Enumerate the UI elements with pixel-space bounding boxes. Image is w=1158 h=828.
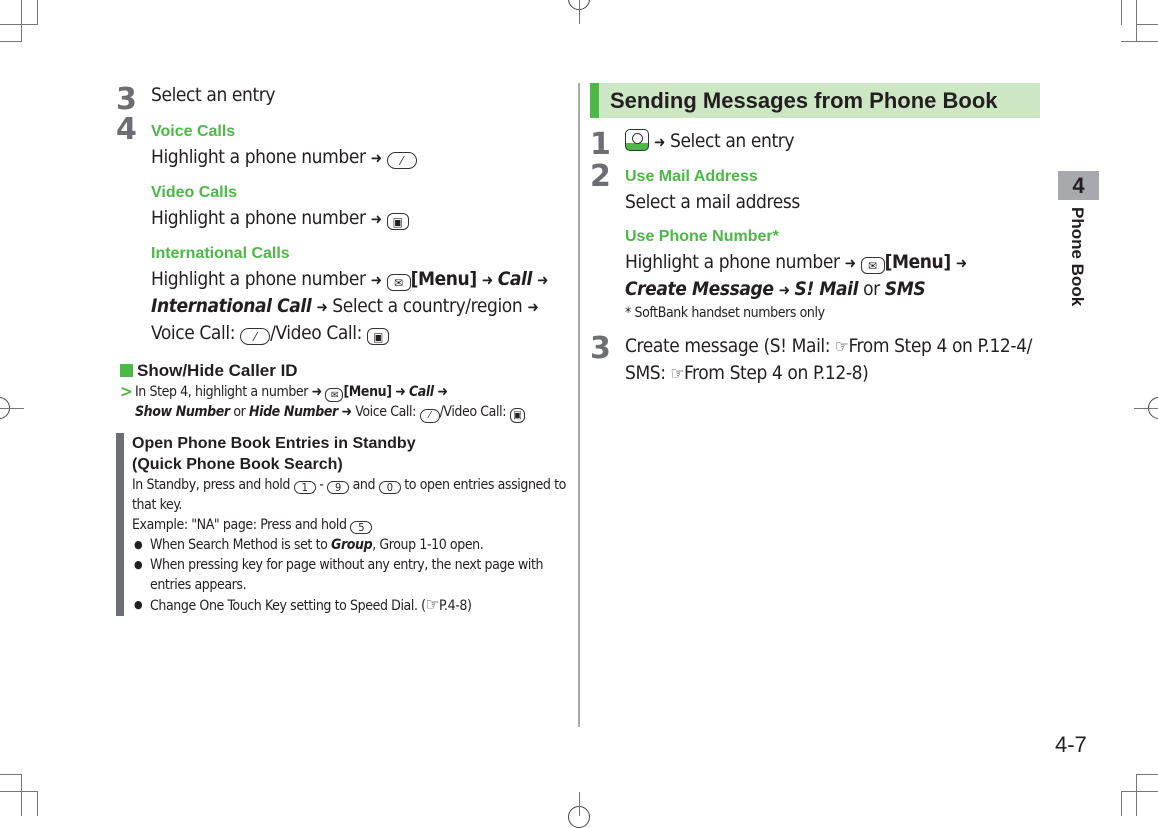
step-text: [625, 128, 1040, 155]
instruction-text: In Step 4, highlight a number: [135, 384, 309, 400]
note-text: Example: "NA" page: Press and hold: [132, 517, 351, 533]
crop-mark: [0, 791, 37, 792]
crop-mark: [37, 0, 38, 25]
section-title: [120, 360, 571, 382]
video-call-key-icon: ▣: [367, 328, 389, 345]
arrow-icon: ➜: [778, 281, 790, 299]
crop-mark: [1121, 41, 1158, 42]
crop-mark: [0, 408, 24, 409]
caller-id-instructions: [120, 382, 571, 423]
page-reference-link[interactable]: P.4-8: [439, 598, 467, 614]
instruction-text: Select a country/region: [332, 295, 523, 317]
instruction-text: Voice Call:: [355, 404, 420, 420]
call-menu-item: Call: [408, 384, 434, 400]
call-key-icon: ⁄: [240, 328, 270, 345]
crop-mark: [1134, 408, 1158, 409]
instruction-text: Call:: [199, 322, 241, 344]
arrow-icon: ➜: [527, 298, 539, 316]
arrow-icon: ➜: [370, 210, 382, 228]
note-example: [132, 515, 571, 535]
key-1-icon: 1: [294, 481, 316, 494]
phone-book-key-icon: [625, 129, 649, 151]
instruction-text: SMS:: [625, 362, 671, 384]
arrow-icon: ➜: [316, 298, 328, 316]
crop-mark: [579, 792, 580, 816]
crop-mark: [0, 24, 37, 25]
mail-key-icon: ✉: [325, 388, 343, 402]
step-number: 2: [590, 159, 611, 194]
note-text: In Standby, press and hold: [132, 477, 294, 493]
mail-key-icon: ✉: [861, 257, 885, 274]
key-5-icon: 5: [350, 521, 372, 534]
smail-item: S! Mail: [794, 278, 859, 300]
menu-label: [Menu]: [410, 268, 477, 290]
arrow-icon: ➜: [370, 271, 382, 289]
crop-mark: [1136, 774, 1137, 816]
menu-label: [Menu]: [343, 384, 392, 400]
bullet-text: ): [467, 598, 472, 614]
step-text: [625, 333, 1040, 387]
crop-mark: [37, 791, 38, 816]
step-3: [590, 333, 1040, 387]
step-number: 3: [590, 331, 611, 366]
step-2: [590, 159, 1040, 323]
note-body: [132, 475, 571, 515]
crop-mark: [0, 774, 22, 775]
menu-label: [Menu]: [884, 251, 951, 273]
pointing-hand-icon: ☞: [425, 595, 440, 615]
arrow-icon: ➜: [311, 384, 322, 400]
chapter-tab[interactable]: 4: [1058, 171, 1099, 200]
instruction-text: /Video Call:: [270, 322, 368, 344]
step-number: 3: [116, 82, 137, 117]
hide-number-item: Hide Number: [249, 404, 338, 420]
video-call-key-icon: ▣: [387, 213, 409, 230]
voice-calls-heading: Voice Calls: [151, 123, 236, 140]
key-0-icon: 0: [379, 481, 401, 494]
bullet-text: , Group 1-10 open.: [372, 537, 484, 553]
step-number: 1: [590, 127, 611, 162]
crop-mark: [1121, 0, 1122, 25]
sms-item: SMS: [884, 278, 926, 300]
instruction-text: Select an entry: [669, 130, 795, 152]
crop-mark: [1136, 0, 1137, 42]
arrow-icon: ➜: [341, 404, 352, 420]
instruction-text: Create message (S! Mail:: [625, 335, 836, 357]
green-square-icon: [120, 364, 133, 377]
section-header: Sending Messages from Phone Book: [590, 83, 1040, 118]
pointing-hand-icon: ☞: [835, 337, 849, 357]
arrow-icon: ➜: [481, 271, 493, 289]
step-number: 4: [116, 112, 137, 147]
bullet-text: When pressing key for page without any entry, the next page with entries appears.: [150, 557, 544, 593]
voice-calls-text: [151, 144, 571, 171]
instruction-text: Highlight a phone number: [151, 268, 366, 290]
bullet-text: When Search Method is set to: [150, 537, 332, 553]
use-phone-number-heading: Use Phone Number*: [625, 228, 779, 245]
step-3: [116, 80, 571, 117]
international-call-menu-item: International Call: [151, 295, 312, 317]
arrow-icon: ➜: [370, 149, 382, 167]
key-9-icon: 9: [327, 481, 349, 494]
call-key-icon: ⁄: [420, 409, 440, 423]
note-text: -: [315, 477, 327, 493]
bullet-text: Change One Touch Key setting to Speed Dial. (: [150, 598, 426, 614]
crop-mark: [1136, 24, 1158, 25]
arrow-icon: ➜: [536, 271, 548, 289]
arrow-icon: ➜: [437, 384, 448, 400]
instruction-text: or: [229, 404, 250, 420]
left-column: [116, 80, 571, 616]
call-key-icon: ⁄: [387, 152, 417, 169]
instruction-text: Voice: [151, 322, 195, 344]
note-bullet: [132, 555, 571, 595]
use-mail-address-heading: Use Mail Address: [625, 168, 758, 185]
column-divider: [578, 83, 580, 727]
note-text: and: [348, 477, 379, 493]
caller-id-section: [116, 360, 571, 423]
pointing-hand-icon: ☞: [670, 364, 684, 384]
page-reference-link[interactable]: From Step 4 on P.12-4/: [848, 335, 1032, 357]
crop-mark: [0, 41, 22, 42]
quick-search-note: [116, 433, 571, 616]
arrow-icon: ➜: [395, 384, 406, 400]
international-calls-heading: International Calls: [151, 245, 290, 262]
step-4: [116, 112, 571, 346]
note-title: Open Phone Book Entries in Standby: [132, 435, 416, 452]
right-column: [590, 83, 1040, 387]
instruction-text: or: [858, 278, 885, 300]
international-calls-text: [151, 266, 571, 346]
step-text: Select an entry: [151, 84, 276, 106]
note-subtitle: (Quick Phone Book Search): [132, 456, 343, 473]
instruction-text: Highlight a phone number: [151, 146, 366, 168]
bullet-emphasis: Group: [331, 537, 373, 553]
create-message-item: Create Message: [625, 278, 774, 300]
instruction-text: Select a mail address: [625, 191, 800, 213]
page-reference-link[interactable]: From Step 4 on P.12-8): [683, 362, 869, 384]
step-1: [590, 127, 1040, 162]
instruction-text: /Video Call:: [439, 404, 510, 420]
note-text: to open entries assigned to that key.: [132, 477, 566, 513]
crop-mark: [1121, 791, 1158, 792]
footnote: * SoftBank handset numbers only: [625, 305, 825, 321]
video-call-key-icon: ▣: [510, 408, 525, 423]
crop-mark: [1136, 774, 1158, 775]
instruction-text: Highlight a phone number: [151, 207, 366, 229]
crop-mark: [21, 0, 22, 42]
page-number: 4-7: [1055, 732, 1087, 757]
video-calls-text: [151, 205, 571, 232]
chapter-label: Phone Book: [1068, 207, 1087, 307]
show-number-item: Show Number: [135, 404, 230, 420]
crop-mark: [21, 774, 22, 816]
video-calls-heading: Video Calls: [151, 184, 237, 201]
phone-number-instructions: [625, 249, 1040, 303]
mail-key-icon: ✉: [387, 274, 411, 291]
instruction-text: Highlight a phone number: [625, 251, 840, 273]
note-bullet: [132, 535, 571, 555]
arrow-icon: ➜: [844, 254, 856, 272]
crop-mark: [1121, 791, 1122, 816]
arrow-icon: ➜: [654, 133, 665, 151]
call-menu-item: Call: [497, 268, 532, 290]
caller-id-title: Show/Hide Caller ID: [137, 361, 298, 380]
arrow-icon: ➜: [955, 254, 967, 272]
crop-mark: [579, 0, 580, 24]
operation-marker-icon: >: [120, 382, 133, 402]
note-bullet: [132, 595, 571, 616]
